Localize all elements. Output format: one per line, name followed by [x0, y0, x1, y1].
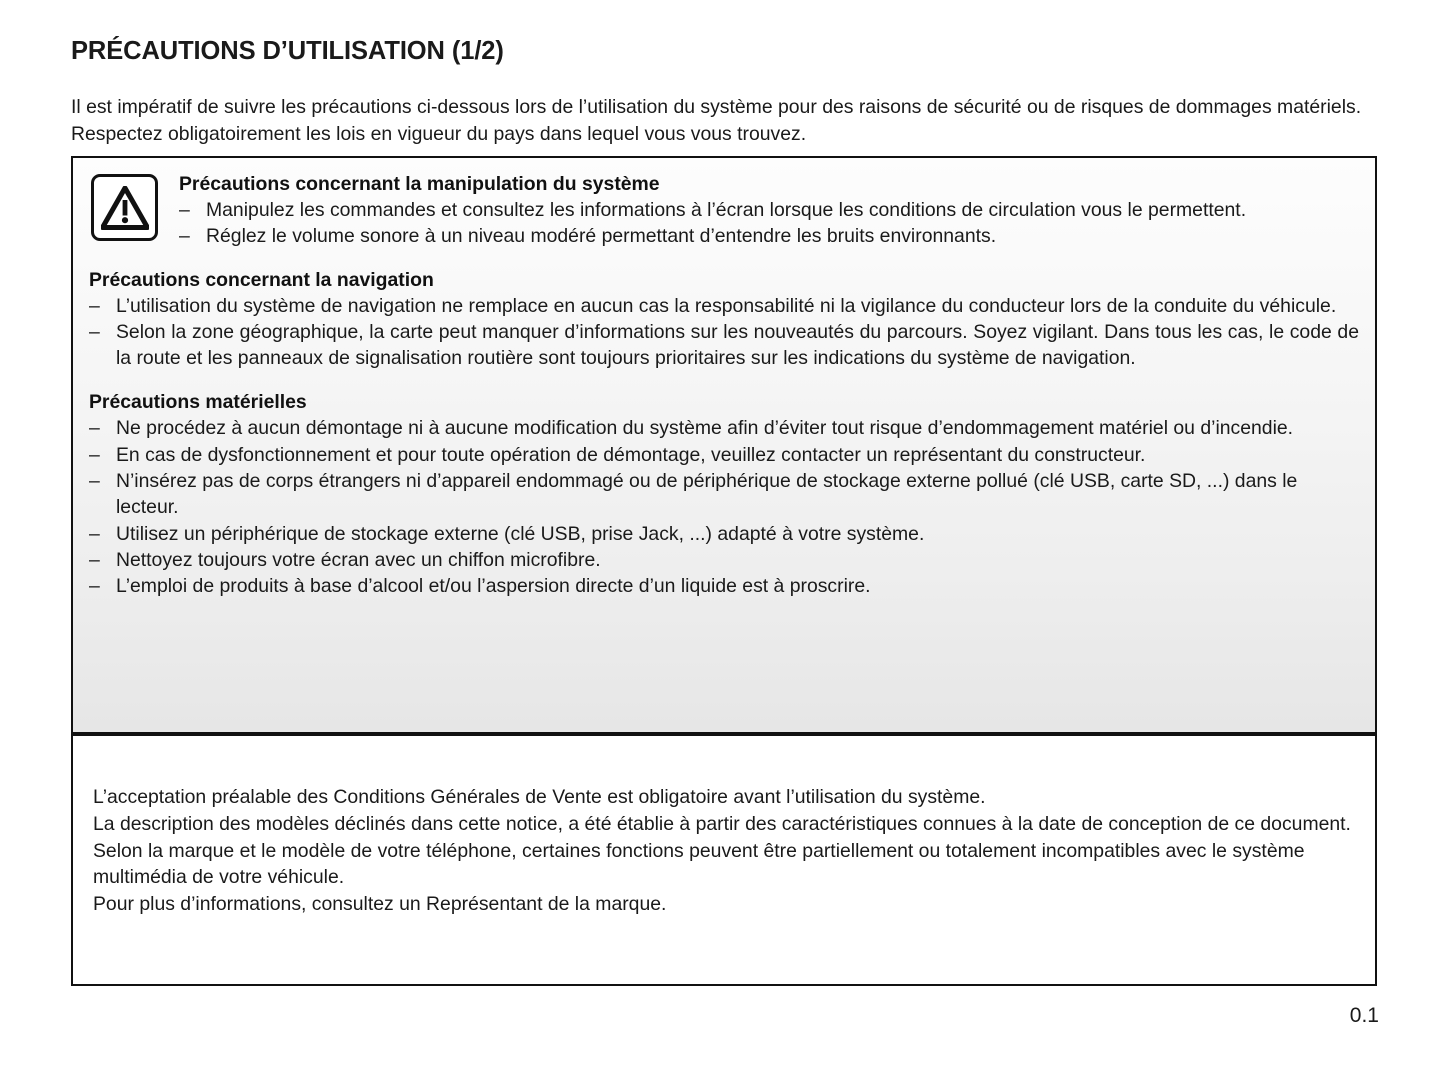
warning-triangle-icon [91, 174, 158, 241]
list-item-text: Manipulez les commandes et consultez les informations à l’écran lorsque les conditions de circulation vous le permettent. [206, 199, 1247, 221]
page-title: PRÉCAUTIONS D’UTILISATION (1/2) [71, 37, 504, 66]
section-heading: Précautions concernant la navigation [89, 268, 434, 291]
bullet-dash: – [89, 320, 100, 343]
list-item [89, 442, 1359, 468]
bullet-dash: – [89, 470, 100, 493]
page-number: 0.1 [1349, 1004, 1379, 1027]
bullet-dash: – [89, 294, 100, 317]
material-precautions-section [89, 390, 1359, 599]
list-item [89, 319, 1359, 372]
handling-precautions-section [89, 172, 1359, 250]
bullet-list [179, 197, 1359, 250]
list-item-text: Selon la zone géographique, la carte peut manquer d’informations sur les nouveautés du parcours. Soyez vigilant. Dans tous les cas, le code de la route et les panneaux de signalisation routière sont toujours prioritaires sur les indications du système de navigation. [116, 320, 1359, 370]
bullet-dash: – [179, 199, 190, 221]
list-item-text: Nettoyez toujours votre écran avec un chiffon microfibre. [116, 548, 601, 571]
bullet-list [89, 293, 1359, 372]
bullet-dash: – [179, 225, 190, 248]
list-item [89, 521, 1359, 547]
list-item [89, 415, 1359, 441]
bullet-dash: – [89, 417, 100, 440]
list-item [89, 547, 1359, 573]
list-item-text: L’emploi de produits à base d’alcool et/ou l’aspersion directe d’un liquide est à proscrire. [116, 575, 871, 598]
notice-paragraph: La description des modèles déclinés dans cette notice, a été établie à partir des caractéristiques connues à la date de conception de ce document. Selon la marque et le modèle de votre téléphone, certaines fonctions peuvent être partiellement ou totalement incompatibles avec le système multimédia de votre véhicule. [93, 812, 1351, 889]
section-heading: Précautions matérielles [89, 391, 307, 414]
list-item [89, 293, 1359, 319]
list-item-text: Utilisez un périphérique de stockage externe (clé USB, prise Jack, ...) adapté à votre système. [116, 522, 925, 545]
general-conditions-notice-box [71, 734, 1377, 986]
list-item [89, 573, 1359, 599]
list-item-text: Ne procédez à aucun démontage ni à aucune modification du système afin d’éviter tout risque d’endommagement matériel ou d’incendie. [116, 417, 1294, 440]
bullet-dash: – [89, 443, 100, 466]
list-item-text: N’insérez pas de corps étrangers ni d’appareil endommagé ou de périphérique de stockage externe pollué (clé USB, carte SD, ...) dans le lecteur. [116, 470, 1298, 519]
list-item [89, 468, 1359, 521]
precautions-warning-box [71, 156, 1377, 734]
bullet-dash: – [89, 522, 100, 545]
list-item-text: En cas de dysfonctionnement et pour toute opération de démontage, veuillez contacter un représentant du constructeur. [116, 443, 1146, 466]
navigation-precautions-section [89, 268, 1359, 372]
list-item-text: L’utilisation du système de navigation ne remplace en aucun cas la responsabilité ni la vigilance du conducteur lors de la conduite du véhicule. [116, 294, 1337, 317]
list-item [179, 197, 1359, 223]
list-item [179, 223, 1359, 249]
intro-paragraph: Il est impératif de suivre les précautions ci-dessous lors de l’utilisation du système pour des raisons de sécurité ou de risques de dommages matériels. Respectez obligatoirement les lois en vigueur du pays dans lequel vous vous trouvez. [71, 96, 1362, 145]
list-item-text: Réglez le volume sonore à un niveau modéré permettant d’entendre les bruits environnants. [206, 225, 997, 248]
bullet-dash: – [89, 548, 100, 571]
bullet-list [89, 415, 1359, 599]
notice-paragraph: Pour plus d’informations, consultez un Représentant de la marque. [93, 893, 667, 916]
bullet-dash: – [89, 575, 100, 598]
section-heading: Précautions concernant la manipulation du système [179, 173, 660, 195]
notice-paragraph: L’acceptation préalable des Conditions Générales de Vente est obligatoire avant l’utilisation du système. [93, 786, 986, 808]
